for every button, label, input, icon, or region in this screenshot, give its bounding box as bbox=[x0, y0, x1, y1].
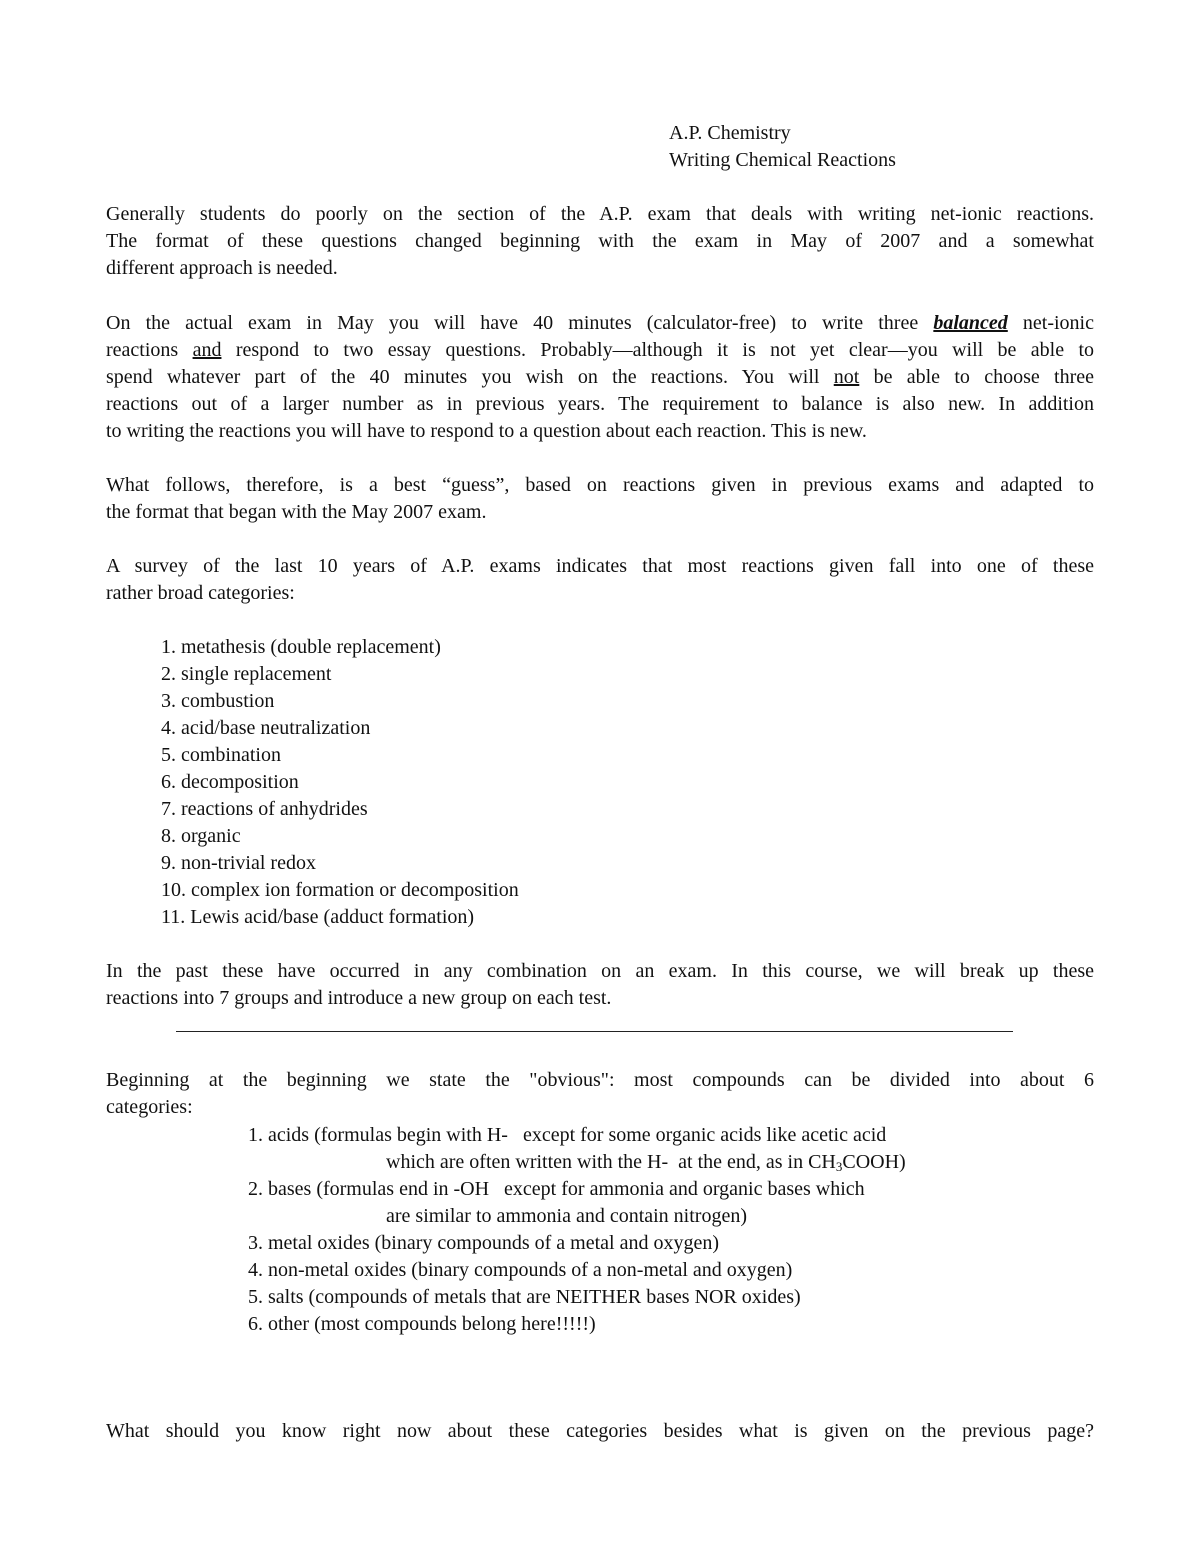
text-line: A survey of the last 10 years of A.P. exams indicates that most reactions given fall into one of these bbox=[106, 555, 1094, 577]
text-run: net-ionic bbox=[1007, 312, 1094, 334]
text-line: Generally students do poorly on the section of the A.P. exam that deals with writing net-ionic reactions. bbox=[106, 203, 1094, 225]
emphasis-and: and bbox=[192, 339, 222, 361]
section-divider bbox=[176, 1031, 1013, 1032]
list-item-continuation: are similar to ammonia and contain nitrogen) bbox=[386, 1205, 747, 1227]
list-item: 5. salts (compounds of metals that are NEITHER bases NOR oxides) bbox=[248, 1286, 801, 1308]
text-run: be able to choose three bbox=[859, 366, 1094, 388]
list-item: 9. non-trivial redox bbox=[161, 852, 316, 874]
text-line: rather broad categories: bbox=[106, 582, 295, 604]
list-item-continuation bbox=[248, 1149, 906, 1176]
past-paragraph bbox=[106, 958, 1094, 1012]
question-paragraph bbox=[106, 1418, 1094, 1445]
emphasis-balanced: balanced bbox=[933, 312, 1008, 334]
text-line: The format of these questions changed beginning with the exam in May of 2007 and a somewhat bbox=[106, 230, 1094, 252]
list-item: 11. Lewis acid/base (adduct formation) bbox=[161, 906, 475, 928]
text-line: reactions into 7 groups and introduce a new group on each test. bbox=[106, 987, 612, 1009]
text-line: different approach is needed. bbox=[106, 257, 338, 279]
text-run: which are often written with the H- at the end, as in CH bbox=[386, 1151, 836, 1173]
list-item: 2. single replacement bbox=[161, 663, 332, 685]
reaction-categories-list bbox=[161, 634, 519, 931]
text-line: What follows, therefore, is a best “guess”, based on reactions given in previous exams and adapted to bbox=[106, 474, 1094, 496]
list-item: 4. acid/base neutralization bbox=[161, 717, 371, 739]
text-run: On the actual exam in May you will have 40 minutes (calculator-free) to write three bbox=[106, 312, 934, 334]
text-run: reactions bbox=[106, 339, 193, 361]
text-line: Beginning at the beginning we state the "obvious": most compounds can be divided into about 6 bbox=[106, 1069, 1094, 1091]
list-item: 1. acids (formulas begin with H- except for some organic acids like acetic acid bbox=[248, 1124, 887, 1146]
list-item: 6. decomposition bbox=[161, 771, 299, 793]
follows-paragraph bbox=[106, 472, 1094, 526]
text-line: the format that began with the May 2007 exam. bbox=[106, 501, 487, 523]
text-line bbox=[106, 337, 1094, 364]
exam-paragraph bbox=[106, 310, 1094, 445]
beginning-paragraph bbox=[106, 1067, 1094, 1121]
text-run: COOH) bbox=[842, 1151, 906, 1173]
list-item: 6. other (most compounds belong here!!!!!) bbox=[248, 1313, 596, 1335]
subscript: 3 bbox=[835, 1159, 843, 1174]
header-course: A.P. Chemistry bbox=[669, 122, 791, 144]
list-item: 1. metathesis (double replacement) bbox=[161, 636, 441, 658]
text-run: respond to two essay questions. Probably—although it is not yet clear—you will be able to bbox=[221, 339, 1095, 361]
list-item: 3. combustion bbox=[161, 690, 275, 712]
text-line: reactions out of a larger number as in previous years. The requirement to balance is also new. In addition bbox=[106, 393, 1094, 415]
text-line bbox=[106, 310, 1094, 337]
list-item: 2. bases (formulas end in -OH except for ammonia and organic bases which bbox=[248, 1178, 865, 1200]
intro-paragraph bbox=[106, 201, 1094, 282]
list-item: 3. metal oxides (binary compounds of a metal and oxygen) bbox=[248, 1232, 719, 1254]
survey-paragraph bbox=[106, 553, 1094, 607]
emphasis-not: not bbox=[833, 366, 860, 388]
text-line bbox=[106, 364, 1094, 391]
text-line: to writing the reactions you will have to respond to a question about each reaction. This is new. bbox=[106, 420, 867, 442]
header-title: Writing Chemical Reactions bbox=[669, 149, 896, 171]
list-item: 7. reactions of anhydrides bbox=[161, 798, 368, 820]
text-line: categories: bbox=[106, 1096, 193, 1118]
list-item: 5. combination bbox=[161, 744, 281, 766]
list-item: 10. complex ion formation or decomposition bbox=[161, 879, 519, 901]
list-item: 4. non-metal oxides (binary compounds of a non-metal and oxygen) bbox=[248, 1259, 793, 1281]
text-run: spend whatever part of the 40 minutes you wish on the reactions. You will bbox=[106, 366, 834, 388]
text-line: What should you know right now about these categories besides what is given on the previous page? bbox=[106, 1420, 1094, 1442]
list-item: 8. organic bbox=[161, 825, 241, 847]
compound-categories-list bbox=[248, 1122, 906, 1338]
text-line: In the past these have occurred in any combination on an exam. In this course, we will break up these bbox=[106, 960, 1094, 982]
